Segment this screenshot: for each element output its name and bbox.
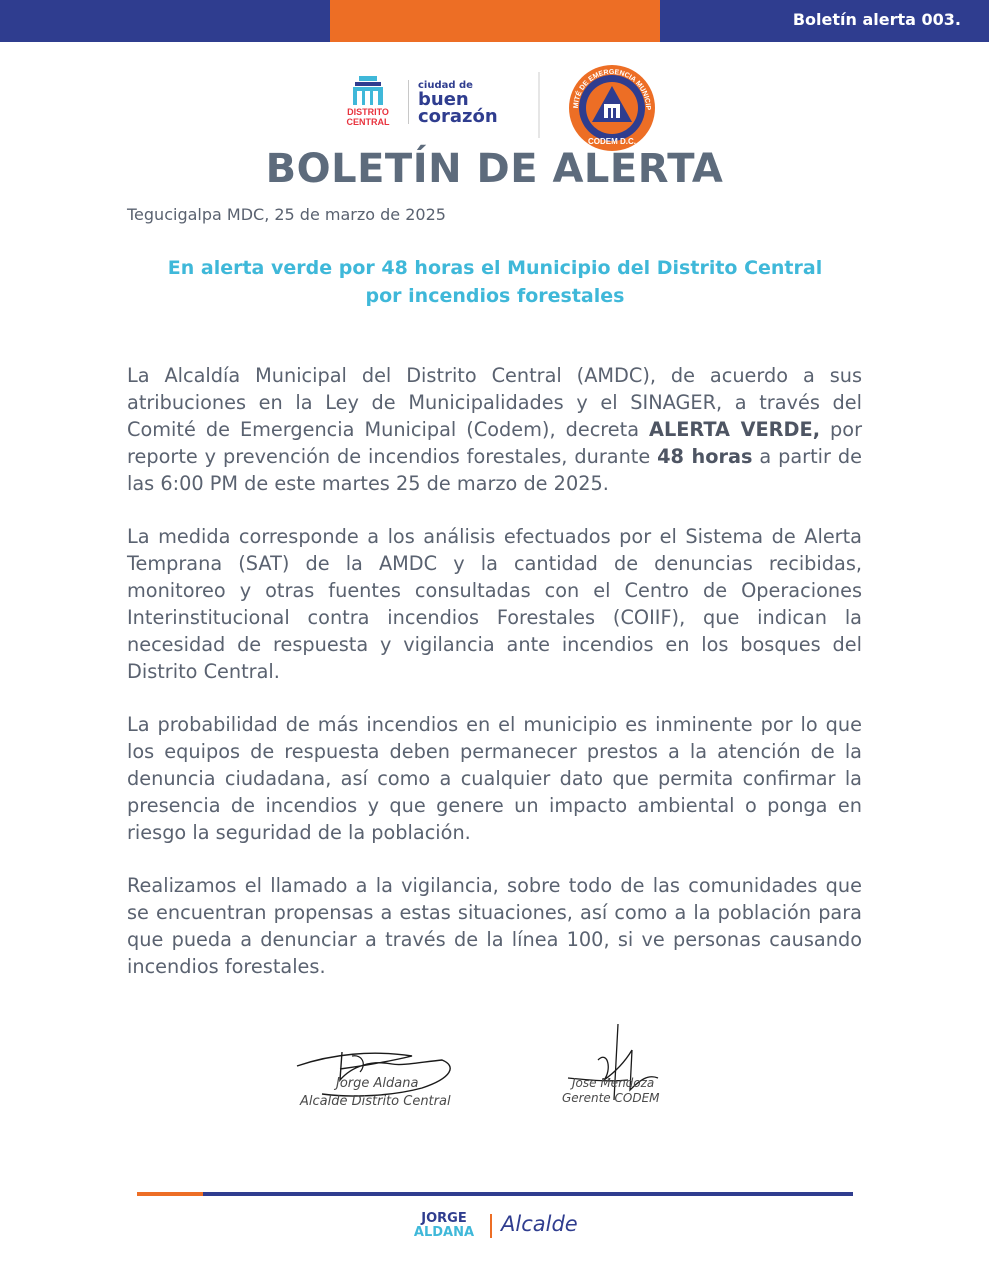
document-date: Tegucigalpa MDC, 25 de marzo de 2025	[127, 205, 446, 224]
dc-logo-line2: CENTRAL	[346, 117, 390, 127]
dc-logo-line1: DISTRITO	[347, 107, 389, 117]
paragraph-1-bold-alert: ALERTA VERDE,	[649, 418, 821, 441]
paragraph-4: Realizamos el llamado a la vigilancia, sobre todo de las comunidades que se encuentran propensas a estas situaciones, así como a la población para que pueda a denunciar a través de la línea 100, si ve personas causando incendios forestales.	[127, 874, 862, 978]
headline	[100, 254, 890, 310]
top-banner	[0, 0, 989, 42]
codem-emblem	[568, 64, 656, 152]
paragraph-1	[127, 362, 862, 497]
signer-1-name: Jorge Aldana	[336, 1076, 419, 1091]
paragraph-1-part-c: a partir de las 6:00 PM de este martes 25 de marzo de 2025.	[127, 445, 862, 495]
paragraph-2: La medida corresponde a los análisis efectuados por el Sistema de Alerta Temprana (SAT) de la AMDC y la cantidad de denuncias recibidas, monitoreo y otras fuentes consultadas con el Centro de Operaciones Interinstitucional contra incendios Forestales (COIIF), que indican la necesidad de respuesta y vigilancia ante incendios en los bosques del Distrito Central.	[127, 525, 862, 683]
footer-name-line-1: JORGE	[421, 1211, 467, 1226]
buen-corazon-logo	[418, 80, 518, 126]
signer-1-role: Alcalde Distrito Central	[300, 1094, 451, 1109]
bc-logo-line1: ciudad de	[418, 80, 473, 91]
codem-bottom-text: CODEM D.C.	[588, 137, 636, 146]
bc-logo-line2: buen	[418, 89, 469, 110]
footer-line-orange	[137, 1192, 203, 1196]
page-title: BOLETÍN DE ALERTA	[265, 146, 724, 192]
document-body	[127, 362, 862, 1006]
paragraph-3: La probabilidad de más incendios en el municipio es inminente por lo que los equipos de respuesta deben permanecer prestos a la atención de la denuncia ciudadana, así como a cualquier dato que permita confirmar la presencia de incendios y que genere un impacto ambiental o ponga en riesgo la seguridad de la población.	[127, 713, 862, 844]
paragraph-1-bold-hours: 48 horas	[657, 445, 753, 468]
logo-divider-2	[538, 72, 540, 138]
headline-line-2: por incendios forestales	[365, 285, 625, 307]
paragraph-1-part-a: La Alcaldía Municipal del Distrito Central (AMDC), de acuerdo a sus atribuciones en la Ley de Municipalidades y el SINAGER, a través del Comité de Emergencia Municipal (Codem), decreta	[127, 364, 862, 441]
distrito-central-logo	[333, 74, 403, 130]
footer-role: Alcalde	[501, 1212, 578, 1236]
banner-orange-center	[330, 0, 660, 42]
signer-2-role: Gerente CODEM	[562, 1091, 660, 1105]
codem-ring-text: MITÉ DE EMERGENCIA MUNICIP	[572, 68, 652, 110]
bc-logo-line3: corazón	[418, 106, 498, 127]
logo-divider	[408, 80, 409, 124]
bulletin-number: Boletín alerta 003.	[792, 10, 961, 29]
headline-line-1: En alerta verde por 48 horas el Municipio del Distrito Central	[167, 257, 823, 279]
footer-signature-name	[406, 1212, 482, 1240]
signer-2-name: Jose Mendoza	[572, 1076, 655, 1090]
footer-name-line-2: ALDANA	[413, 1225, 475, 1240]
footer-separator	[490, 1214, 492, 1238]
paragraph-1-part-b: por reporte y prevención de incendios forestales, durante	[127, 418, 863, 468]
footer-line-blue	[203, 1192, 853, 1196]
banner-blue-left	[0, 0, 330, 42]
